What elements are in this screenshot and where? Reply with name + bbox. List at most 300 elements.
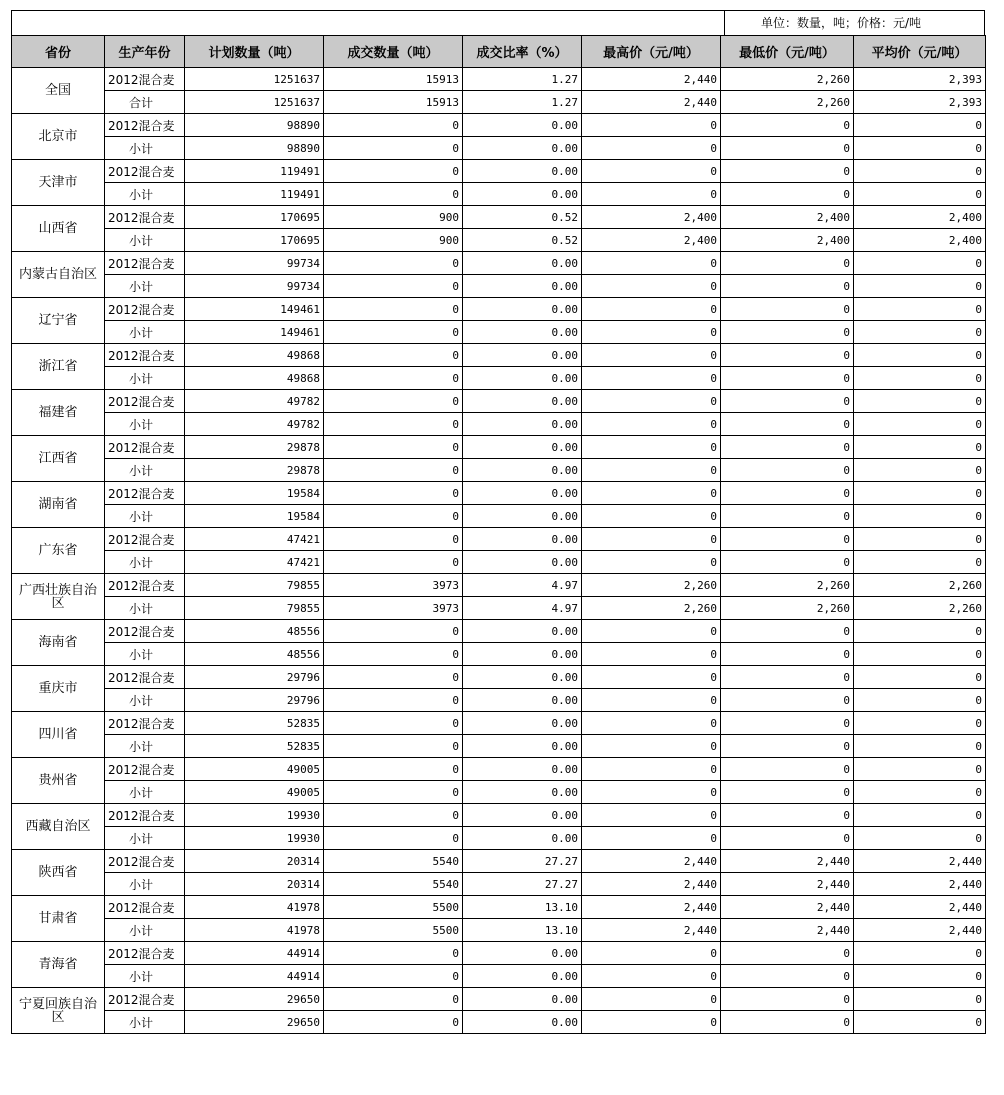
deal-ratio-cell: 1.27 <box>463 68 582 91</box>
avg-price-cell: 0 <box>854 321 986 344</box>
avg-price-cell: 0 <box>854 965 986 988</box>
year-cell: 小计 <box>105 873 185 896</box>
table-body <box>12 68 986 1034</box>
table-row <box>12 804 986 827</box>
plan-qty-cell: 41978 <box>185 896 324 919</box>
table-row <box>12 390 986 413</box>
year-cell: 2012混合麦 <box>105 896 185 919</box>
avg-price-cell: 0 <box>854 689 986 712</box>
avg-price-cell: 0 <box>854 459 986 482</box>
max-price-cell: 0 <box>582 321 721 344</box>
plan-qty-cell: 44914 <box>185 965 324 988</box>
table-row <box>12 367 986 390</box>
avg-price-cell: 2,393 <box>854 91 986 114</box>
table-row <box>12 91 986 114</box>
max-price-cell: 0 <box>582 114 721 137</box>
plan-qty-cell: 48556 <box>185 620 324 643</box>
deal-ratio-cell: 0.00 <box>463 252 582 275</box>
min-price-cell: 0 <box>721 827 854 850</box>
year-cell: 2012混合麦 <box>105 252 185 275</box>
avg-price-cell: 2,440 <box>854 850 986 873</box>
auction-results-table <box>11 35 986 1034</box>
plan-qty-cell: 49782 <box>185 390 324 413</box>
max-price-cell: 0 <box>582 781 721 804</box>
table-row <box>12 505 986 528</box>
plan-qty-cell: 49005 <box>185 781 324 804</box>
year-cell: 2012混合麦 <box>105 988 185 1011</box>
min-price-cell: 2,260 <box>721 91 854 114</box>
deal-qty-cell: 0 <box>324 367 463 390</box>
deal-ratio-cell: 0.00 <box>463 551 582 574</box>
plan-qty-cell: 149461 <box>185 321 324 344</box>
report-container <box>11 10 985 1034</box>
avg-price-cell: 2,440 <box>854 919 986 942</box>
max-price-cell: 0 <box>582 942 721 965</box>
plan-qty-cell: 47421 <box>185 551 324 574</box>
province-cell: 浙江省 <box>12 344 105 390</box>
plan-qty-cell: 19584 <box>185 505 324 528</box>
year-cell: 2012混合麦 <box>105 482 185 505</box>
table-row <box>12 758 986 781</box>
deal-ratio-cell: 13.10 <box>463 896 582 919</box>
table-row <box>12 735 986 758</box>
deal-qty-cell: 0 <box>324 942 463 965</box>
deal-qty-cell: 0 <box>324 551 463 574</box>
deal-ratio-cell: 0.00 <box>463 942 582 965</box>
min-price-cell: 0 <box>721 160 854 183</box>
deal-ratio-cell: 0.00 <box>463 114 582 137</box>
deal-ratio-cell: 0.00 <box>463 344 582 367</box>
plan-qty-cell: 20314 <box>185 850 324 873</box>
deal-ratio-cell: 4.97 <box>463 597 582 620</box>
deal-ratio-cell: 0.00 <box>463 965 582 988</box>
plan-qty-cell: 29796 <box>185 666 324 689</box>
deal-qty-cell: 0 <box>324 505 463 528</box>
deal-qty-cell: 0 <box>324 114 463 137</box>
deal-qty-cell: 0 <box>324 781 463 804</box>
deal-qty-cell: 0 <box>324 735 463 758</box>
province-cell: 辽宁省 <box>12 298 105 344</box>
plan-qty-cell: 170695 <box>185 229 324 252</box>
plan-qty-cell: 29650 <box>185 988 324 1011</box>
deal-qty-cell: 5500 <box>324 896 463 919</box>
deal-ratio-cell: 0.00 <box>463 528 582 551</box>
table-row <box>12 1011 986 1034</box>
max-price-cell: 2,440 <box>582 896 721 919</box>
plan-qty-cell: 170695 <box>185 206 324 229</box>
province-cell: 广西壮族自治区 <box>12 574 105 620</box>
min-price-cell: 0 <box>721 275 854 298</box>
year-cell: 2012混合麦 <box>105 114 185 137</box>
table-row <box>12 413 986 436</box>
deal-ratio-cell: 1.27 <box>463 91 582 114</box>
province-cell: 甘肃省 <box>12 896 105 942</box>
min-price-cell: 0 <box>721 965 854 988</box>
deal-ratio-cell: 0.00 <box>463 804 582 827</box>
avg-price-cell: 0 <box>854 252 986 275</box>
year-cell: 小计 <box>105 919 185 942</box>
table-row <box>12 620 986 643</box>
min-price-cell: 0 <box>721 712 854 735</box>
max-price-cell: 0 <box>582 1011 721 1034</box>
plan-qty-cell: 79855 <box>185 574 324 597</box>
year-cell: 小计 <box>105 137 185 160</box>
max-price-cell: 0 <box>582 275 721 298</box>
year-cell: 小计 <box>105 827 185 850</box>
province-cell: 重庆市 <box>12 666 105 712</box>
deal-qty-cell: 900 <box>324 206 463 229</box>
plan-qty-cell: 98890 <box>185 137 324 160</box>
province-cell: 西藏自治区 <box>12 804 105 850</box>
max-price-cell: 2,440 <box>582 919 721 942</box>
max-price-cell: 2,440 <box>582 91 721 114</box>
avg-price-cell: 0 <box>854 1011 986 1034</box>
year-cell: 2012混合麦 <box>105 436 185 459</box>
year-cell: 小计 <box>105 367 185 390</box>
table-row <box>12 988 986 1011</box>
min-price-cell: 0 <box>721 252 854 275</box>
max-price-cell: 0 <box>582 758 721 781</box>
deal-qty-cell: 3973 <box>324 597 463 620</box>
deal-ratio-cell: 0.00 <box>463 758 582 781</box>
avg-price-cell: 0 <box>854 528 986 551</box>
year-cell: 小计 <box>105 183 185 206</box>
header-avg-price: 平均价（元/吨） <box>854 36 986 68</box>
min-price-cell: 2,260 <box>721 574 854 597</box>
deal-qty-cell: 5500 <box>324 919 463 942</box>
min-price-cell: 0 <box>721 758 854 781</box>
year-cell: 小计 <box>105 643 185 666</box>
deal-ratio-cell: 0.00 <box>463 643 582 666</box>
deal-qty-cell: 0 <box>324 643 463 666</box>
year-cell: 2012混合麦 <box>105 804 185 827</box>
province-cell: 湖南省 <box>12 482 105 528</box>
avg-price-cell: 0 <box>854 298 986 321</box>
deal-ratio-cell: 0.00 <box>463 712 582 735</box>
header-deal-qty: 成交数量（吨） <box>324 36 463 68</box>
table-row <box>12 942 986 965</box>
year-cell: 2012混合麦 <box>105 390 185 413</box>
avg-price-cell: 0 <box>854 160 986 183</box>
min-price-cell: 0 <box>721 666 854 689</box>
deal-ratio-cell: 0.00 <box>463 666 582 689</box>
year-cell: 2012混合麦 <box>105 666 185 689</box>
province-cell: 全国 <box>12 68 105 114</box>
min-price-cell: 0 <box>721 482 854 505</box>
max-price-cell: 0 <box>582 735 721 758</box>
max-price-cell: 0 <box>582 183 721 206</box>
plan-qty-cell: 119491 <box>185 183 324 206</box>
header-max-price: 最高价（元/吨） <box>582 36 721 68</box>
avg-price-cell: 0 <box>854 482 986 505</box>
avg-price-cell: 2,400 <box>854 206 986 229</box>
plan-qty-cell: 79855 <box>185 597 324 620</box>
plan-qty-cell: 49005 <box>185 758 324 781</box>
max-price-cell: 0 <box>582 252 721 275</box>
max-price-cell: 0 <box>582 643 721 666</box>
table-row <box>12 436 986 459</box>
table-row <box>12 689 986 712</box>
deal-qty-cell: 0 <box>324 1011 463 1034</box>
table-row <box>12 781 986 804</box>
avg-price-cell: 2,260 <box>854 574 986 597</box>
avg-price-cell: 2,440 <box>854 873 986 896</box>
avg-price-cell: 0 <box>854 804 986 827</box>
deal-qty-cell: 5540 <box>324 873 463 896</box>
table-row <box>12 229 986 252</box>
plan-qty-cell: 119491 <box>185 160 324 183</box>
plan-qty-cell: 19930 <box>185 804 324 827</box>
deal-ratio-cell: 0.00 <box>463 436 582 459</box>
year-cell: 2012混合麦 <box>105 68 185 91</box>
min-price-cell: 2,400 <box>721 206 854 229</box>
plan-qty-cell: 49868 <box>185 344 324 367</box>
table-row <box>12 344 986 367</box>
table-row <box>12 574 986 597</box>
table-row <box>12 666 986 689</box>
min-price-cell: 0 <box>721 413 854 436</box>
deal-qty-cell: 0 <box>324 160 463 183</box>
max-price-cell: 2,440 <box>582 873 721 896</box>
min-price-cell: 0 <box>721 781 854 804</box>
deal-qty-cell: 900 <box>324 229 463 252</box>
header-deal-ratio: 成交比率（%） <box>463 36 582 68</box>
year-cell: 小计 <box>105 229 185 252</box>
deal-qty-cell: 0 <box>324 712 463 735</box>
plan-qty-cell: 52835 <box>185 712 324 735</box>
plan-qty-cell: 98890 <box>185 114 324 137</box>
max-price-cell: 0 <box>582 459 721 482</box>
deal-qty-cell: 15913 <box>324 91 463 114</box>
min-price-cell: 2,260 <box>721 68 854 91</box>
deal-ratio-cell: 0.00 <box>463 367 582 390</box>
year-cell: 小计 <box>105 597 185 620</box>
province-cell: 内蒙古自治区 <box>12 252 105 298</box>
plan-qty-cell: 29650 <box>185 1011 324 1034</box>
plan-qty-cell: 19584 <box>185 482 324 505</box>
deal-ratio-cell: 0.00 <box>463 275 582 298</box>
deal-ratio-cell: 0.00 <box>463 160 582 183</box>
province-cell: 福建省 <box>12 390 105 436</box>
min-price-cell: 0 <box>721 528 854 551</box>
year-cell: 2012混合麦 <box>105 850 185 873</box>
province-cell: 海南省 <box>12 620 105 666</box>
min-price-cell: 0 <box>721 988 854 1011</box>
province-cell: 宁夏回族自治区 <box>12 988 105 1034</box>
plan-qty-cell: 99734 <box>185 275 324 298</box>
province-cell: 贵州省 <box>12 758 105 804</box>
max-price-cell: 0 <box>582 137 721 160</box>
max-price-cell: 2,440 <box>582 850 721 873</box>
plan-qty-cell: 149461 <box>185 298 324 321</box>
deal-ratio-cell: 0.00 <box>463 298 582 321</box>
header-row <box>12 36 986 68</box>
max-price-cell: 0 <box>582 436 721 459</box>
min-price-cell: 0 <box>721 620 854 643</box>
province-cell: 北京市 <box>12 114 105 160</box>
year-cell: 合计 <box>105 91 185 114</box>
table-row <box>12 827 986 850</box>
table-row <box>12 482 986 505</box>
deal-qty-cell: 0 <box>324 413 463 436</box>
plan-qty-cell: 20314 <box>185 873 324 896</box>
table-row <box>12 965 986 988</box>
min-price-cell: 0 <box>721 804 854 827</box>
year-cell: 小计 <box>105 321 185 344</box>
year-cell: 小计 <box>105 275 185 298</box>
min-price-cell: 2,440 <box>721 850 854 873</box>
min-price-cell: 0 <box>721 643 854 666</box>
max-price-cell: 0 <box>582 666 721 689</box>
avg-price-cell: 0 <box>854 114 986 137</box>
deal-ratio-cell: 0.52 <box>463 206 582 229</box>
deal-qty-cell: 0 <box>324 620 463 643</box>
year-cell: 2012混合麦 <box>105 160 185 183</box>
plan-qty-cell: 44914 <box>185 942 324 965</box>
deal-ratio-cell: 0.00 <box>463 137 582 160</box>
avg-price-cell: 0 <box>854 942 986 965</box>
avg-price-cell: 0 <box>854 137 986 160</box>
plan-qty-cell: 99734 <box>185 252 324 275</box>
province-cell: 山西省 <box>12 206 105 252</box>
min-price-cell: 0 <box>721 436 854 459</box>
plan-qty-cell: 1251637 <box>185 91 324 114</box>
max-price-cell: 0 <box>582 344 721 367</box>
deal-qty-cell: 0 <box>324 988 463 1011</box>
deal-ratio-cell: 0.00 <box>463 781 582 804</box>
min-price-cell: 0 <box>721 689 854 712</box>
deal-qty-cell: 0 <box>324 459 463 482</box>
avg-price-cell: 0 <box>854 643 986 666</box>
year-cell: 小计 <box>105 735 185 758</box>
table-row <box>12 873 986 896</box>
table-row <box>12 459 986 482</box>
max-price-cell: 0 <box>582 804 721 827</box>
avg-price-cell: 0 <box>854 344 986 367</box>
deal-ratio-cell: 0.00 <box>463 413 582 436</box>
plan-qty-cell: 29796 <box>185 689 324 712</box>
deal-ratio-cell: 4.97 <box>463 574 582 597</box>
max-price-cell: 0 <box>582 298 721 321</box>
min-price-cell: 2,440 <box>721 873 854 896</box>
table-row <box>12 68 986 91</box>
province-cell: 青海省 <box>12 942 105 988</box>
province-cell: 天津市 <box>12 160 105 206</box>
plan-qty-cell: 29878 <box>185 459 324 482</box>
avg-price-cell: 0 <box>854 827 986 850</box>
deal-qty-cell: 3973 <box>324 574 463 597</box>
year-cell: 小计 <box>105 1011 185 1034</box>
year-cell: 小计 <box>105 551 185 574</box>
avg-price-cell: 2,440 <box>854 896 986 919</box>
table-row <box>12 643 986 666</box>
year-cell: 2012混合麦 <box>105 298 185 321</box>
deal-qty-cell: 0 <box>324 252 463 275</box>
year-cell: 小计 <box>105 965 185 988</box>
max-price-cell: 0 <box>582 827 721 850</box>
deal-qty-cell: 0 <box>324 758 463 781</box>
max-price-cell: 2,400 <box>582 229 721 252</box>
deal-qty-cell: 0 <box>324 137 463 160</box>
deal-ratio-cell: 0.00 <box>463 505 582 528</box>
max-price-cell: 2,260 <box>582 574 721 597</box>
max-price-cell: 2,400 <box>582 206 721 229</box>
min-price-cell: 0 <box>721 183 854 206</box>
deal-qty-cell: 0 <box>324 183 463 206</box>
province-cell: 广东省 <box>12 528 105 574</box>
table-row <box>12 183 986 206</box>
plan-qty-cell: 49868 <box>185 367 324 390</box>
deal-qty-cell: 0 <box>324 436 463 459</box>
table-row <box>12 114 986 137</box>
plan-qty-cell: 1251637 <box>185 68 324 91</box>
max-price-cell: 0 <box>582 965 721 988</box>
deal-ratio-cell: 27.27 <box>463 850 582 873</box>
deal-ratio-cell: 0.52 <box>463 229 582 252</box>
min-price-cell: 0 <box>721 114 854 137</box>
deal-qty-cell: 0 <box>324 482 463 505</box>
deal-qty-cell: 0 <box>324 827 463 850</box>
table-row <box>12 712 986 735</box>
avg-price-cell: 0 <box>854 666 986 689</box>
avg-price-cell: 0 <box>854 781 986 804</box>
deal-qty-cell: 0 <box>324 666 463 689</box>
year-cell: 小计 <box>105 413 185 436</box>
avg-price-cell: 2,393 <box>854 68 986 91</box>
table-row <box>12 206 986 229</box>
table-row <box>12 298 986 321</box>
deal-ratio-cell: 0.00 <box>463 827 582 850</box>
deal-qty-cell: 15913 <box>324 68 463 91</box>
avg-price-cell: 0 <box>854 367 986 390</box>
min-price-cell: 2,440 <box>721 919 854 942</box>
max-price-cell: 0 <box>582 689 721 712</box>
min-price-cell: 0 <box>721 735 854 758</box>
min-price-cell: 2,400 <box>721 229 854 252</box>
max-price-cell: 2,260 <box>582 597 721 620</box>
max-price-cell: 0 <box>582 160 721 183</box>
plan-qty-cell: 52835 <box>185 735 324 758</box>
header-province: 省份 <box>12 36 105 68</box>
table-row <box>12 275 986 298</box>
max-price-cell: 0 <box>582 390 721 413</box>
header-year: 生产年份 <box>105 36 185 68</box>
min-price-cell: 0 <box>721 367 854 390</box>
unit-note: 单位：数量，吨；价格：元/吨 <box>724 11 984 35</box>
deal-ratio-cell: 0.00 <box>463 735 582 758</box>
deal-qty-cell: 0 <box>324 965 463 988</box>
table-row <box>12 528 986 551</box>
min-price-cell: 2,440 <box>721 896 854 919</box>
table-row <box>12 597 986 620</box>
deal-ratio-cell: 27.27 <box>463 873 582 896</box>
min-price-cell: 0 <box>721 459 854 482</box>
max-price-cell: 0 <box>582 367 721 390</box>
max-price-cell: 0 <box>582 712 721 735</box>
table-row <box>12 321 986 344</box>
deal-qty-cell: 0 <box>324 689 463 712</box>
avg-price-cell: 0 <box>854 712 986 735</box>
avg-price-cell: 0 <box>854 988 986 1011</box>
deal-ratio-cell: 0.00 <box>463 689 582 712</box>
year-cell: 2012混合麦 <box>105 344 185 367</box>
province-cell: 江西省 <box>12 436 105 482</box>
avg-price-cell: 2,260 <box>854 597 986 620</box>
min-price-cell: 0 <box>721 390 854 413</box>
deal-qty-cell: 0 <box>324 321 463 344</box>
min-price-cell: 0 <box>721 551 854 574</box>
min-price-cell: 0 <box>721 505 854 528</box>
